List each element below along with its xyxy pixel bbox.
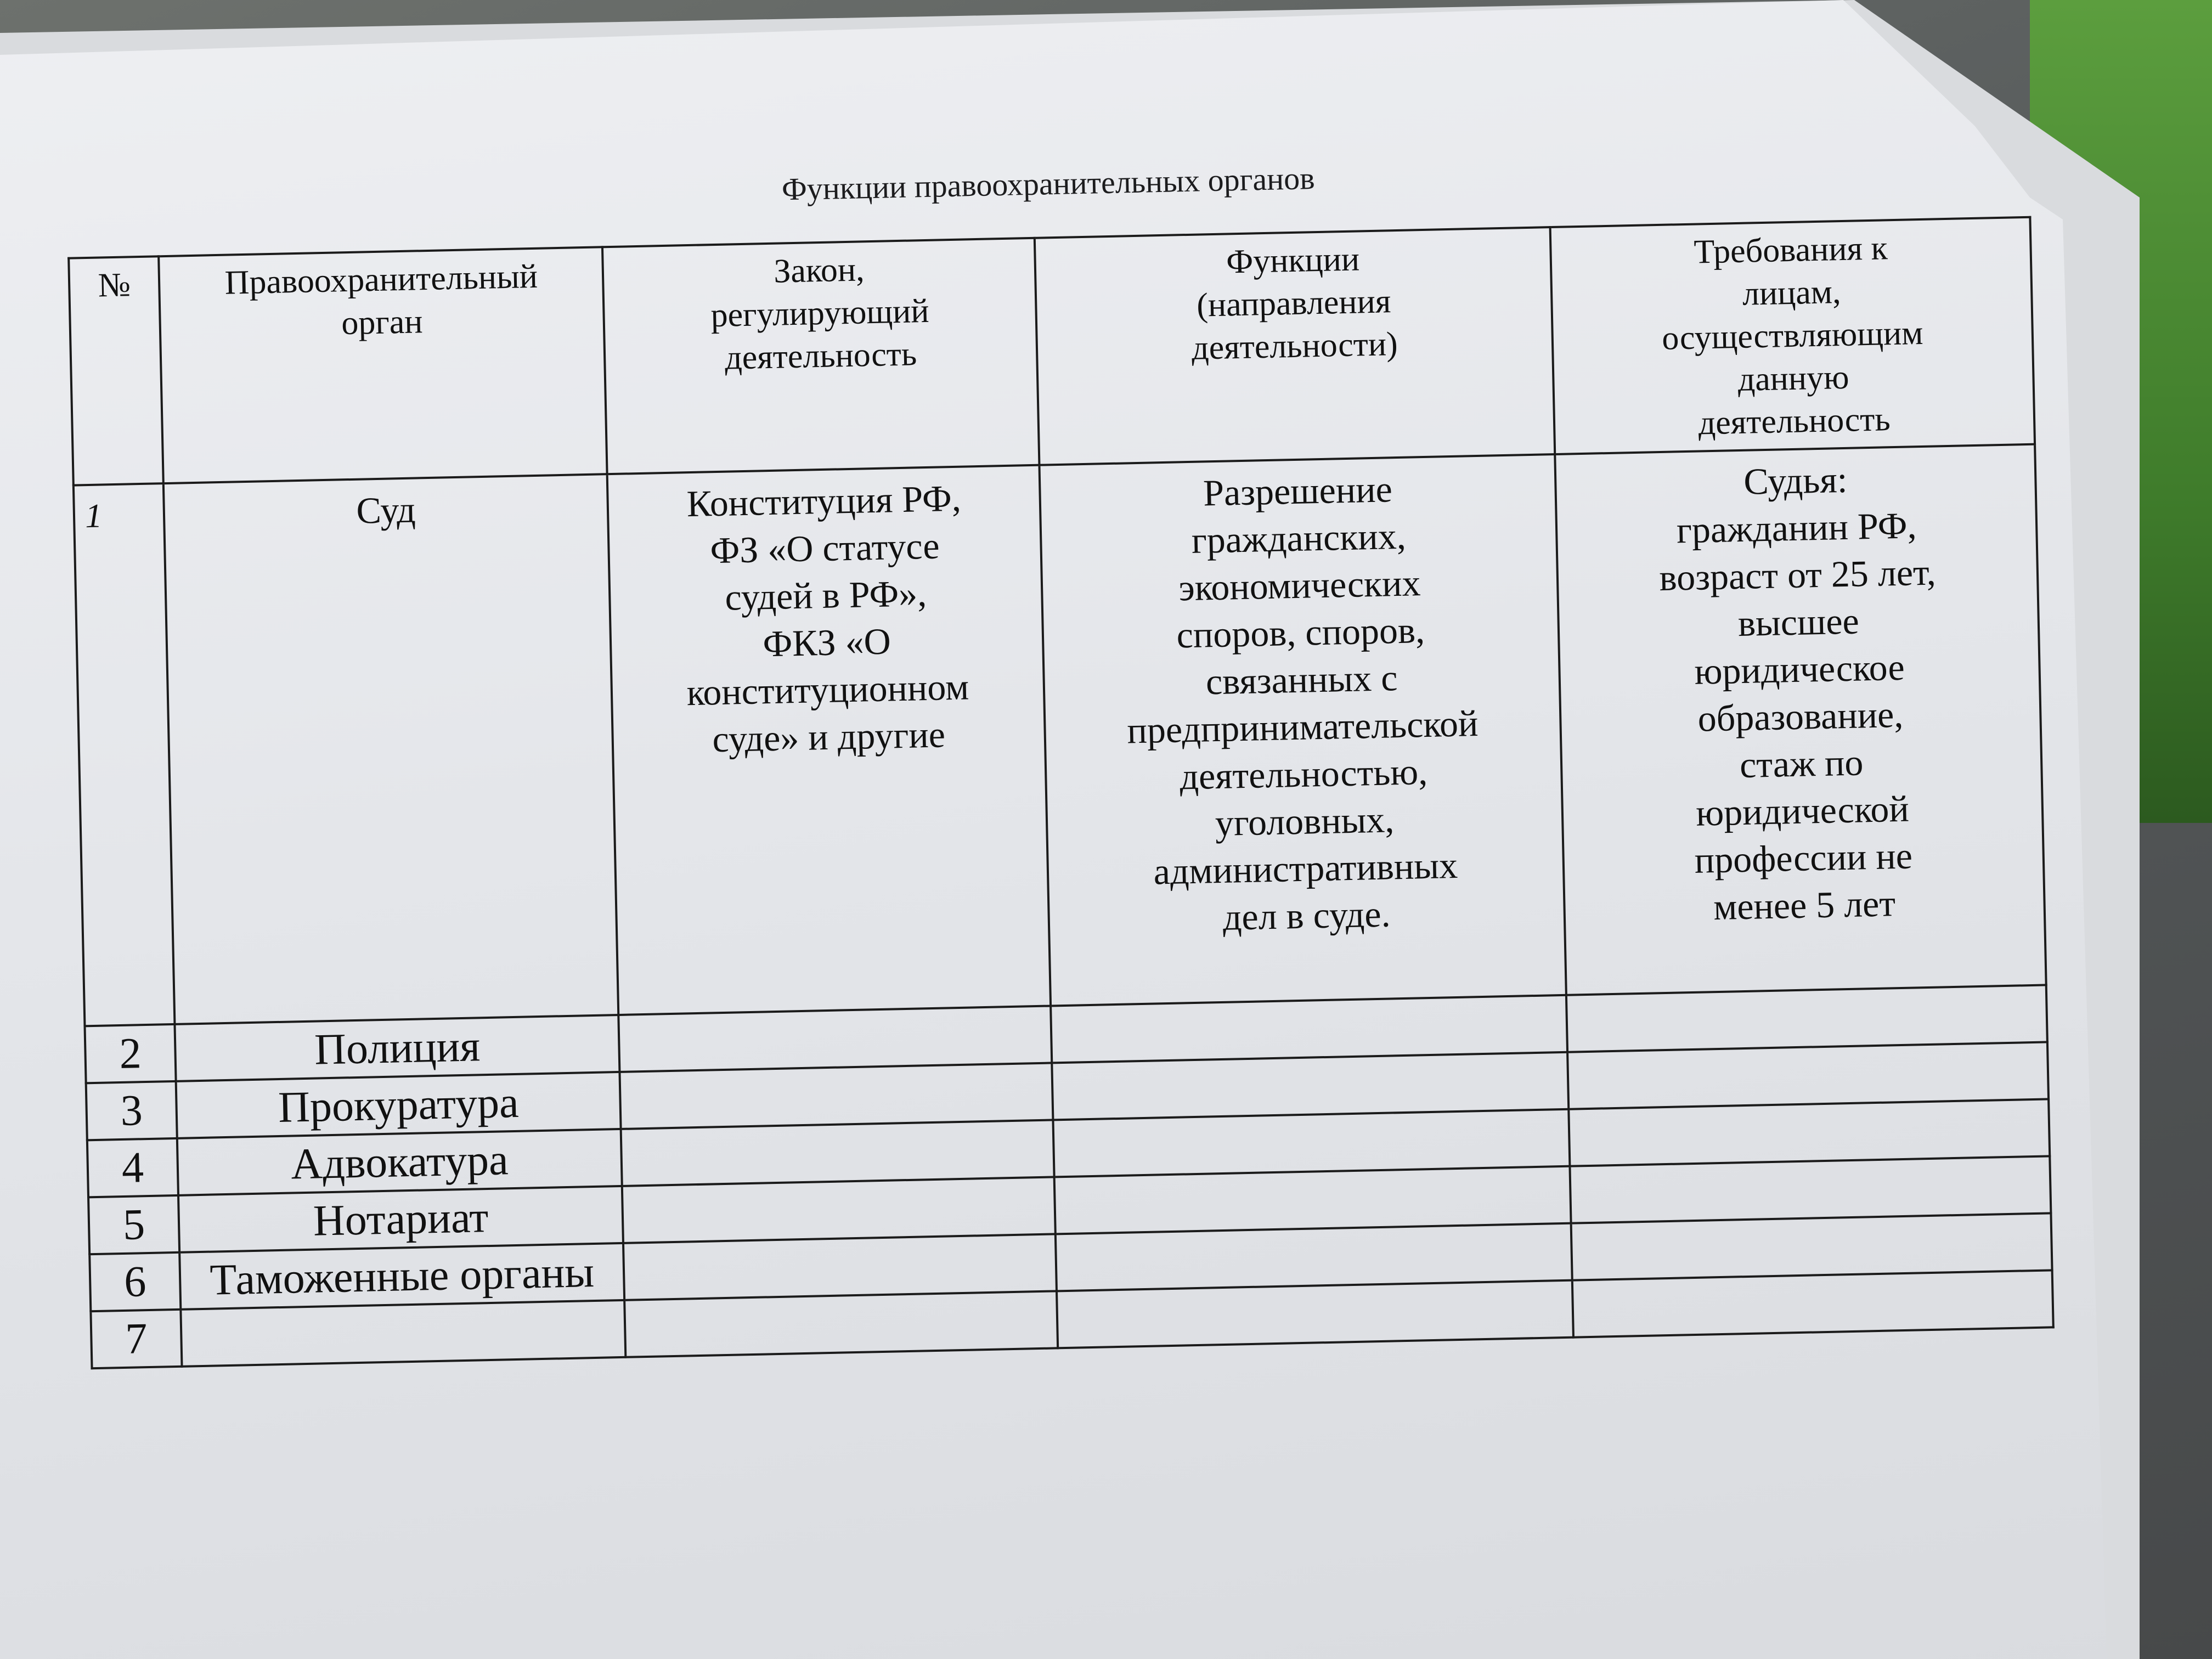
law-cell: Конституция РФ, ФЗ «О статусе судей в РФ», ФКЗ «О конституционном суде» и другие	[607, 465, 1051, 1015]
functions-cell	[1051, 995, 1567, 1063]
organ-cell: Таможенные органы	[179, 1243, 624, 1310]
header-requirements: Требования к лицам, осуществляющим данную деятельность	[1550, 217, 2035, 454]
requirements-cell	[1570, 1156, 2051, 1223]
requirements-cell	[1572, 1270, 2053, 1337]
document-content	[33, 133, 2088, 1410]
organ-cell: Прокуратура	[176, 1072, 621, 1138]
organ-cell: Суд	[163, 474, 619, 1024]
requirements-cell	[1568, 1099, 2050, 1166]
organ-cell: Полиция	[174, 1015, 619, 1081]
header-organ: Правоохранительный орган	[159, 247, 607, 483]
table-row	[74, 444, 2046, 1026]
row-number: 4	[87, 1138, 178, 1197]
law-cell	[623, 1234, 1056, 1300]
header-law: Закон, регулирующий деятельность	[602, 238, 1039, 474]
functions-cell	[1055, 1223, 1572, 1291]
row-number: 3	[86, 1081, 177, 1140]
law-cell	[620, 1063, 1053, 1128]
document-title: Функции правоохранительных органов	[781, 160, 1316, 207]
functions-table	[67, 216, 2055, 1370]
law-cell	[622, 1177, 1055, 1243]
requirements-cell: Судья: гражданин РФ, возраст от 25 лет, высшее юридическое образование, стаж по юридической профессии не менее 5 лет	[1555, 444, 2046, 995]
organ-cell	[180, 1300, 625, 1367]
header-row	[69, 217, 2035, 486]
row-number: 2	[84, 1024, 176, 1083]
requirements-cell	[1567, 1042, 2049, 1109]
organ-cell: Адвокатура	[177, 1129, 622, 1195]
organ-cell: Нотариат	[178, 1186, 623, 1252]
row-number: 7	[91, 1310, 182, 1368]
law-cell	[621, 1120, 1054, 1186]
law-cell	[624, 1291, 1057, 1357]
functions-cell	[1057, 1280, 1573, 1348]
functions-cell	[1054, 1166, 1571, 1234]
row-number: 1	[74, 483, 175, 1026]
row-number: 6	[89, 1252, 180, 1311]
functions-cell	[1052, 1052, 1568, 1120]
functions-cell	[1053, 1109, 1570, 1177]
requirements-cell	[1571, 1213, 2052, 1280]
row-number: 5	[88, 1195, 179, 1254]
functions-cell: Разрешение гражданских, экономических споров, споров, связанных с предпринимательской деятельностью, уголовных, административных дел в суде.	[1039, 454, 1566, 1006]
header-num: №	[69, 256, 163, 485]
law-cell	[619, 1006, 1052, 1071]
header-functions: Функции (направления деятельности)	[1034, 227, 1555, 465]
requirements-cell	[1566, 985, 2047, 1052]
